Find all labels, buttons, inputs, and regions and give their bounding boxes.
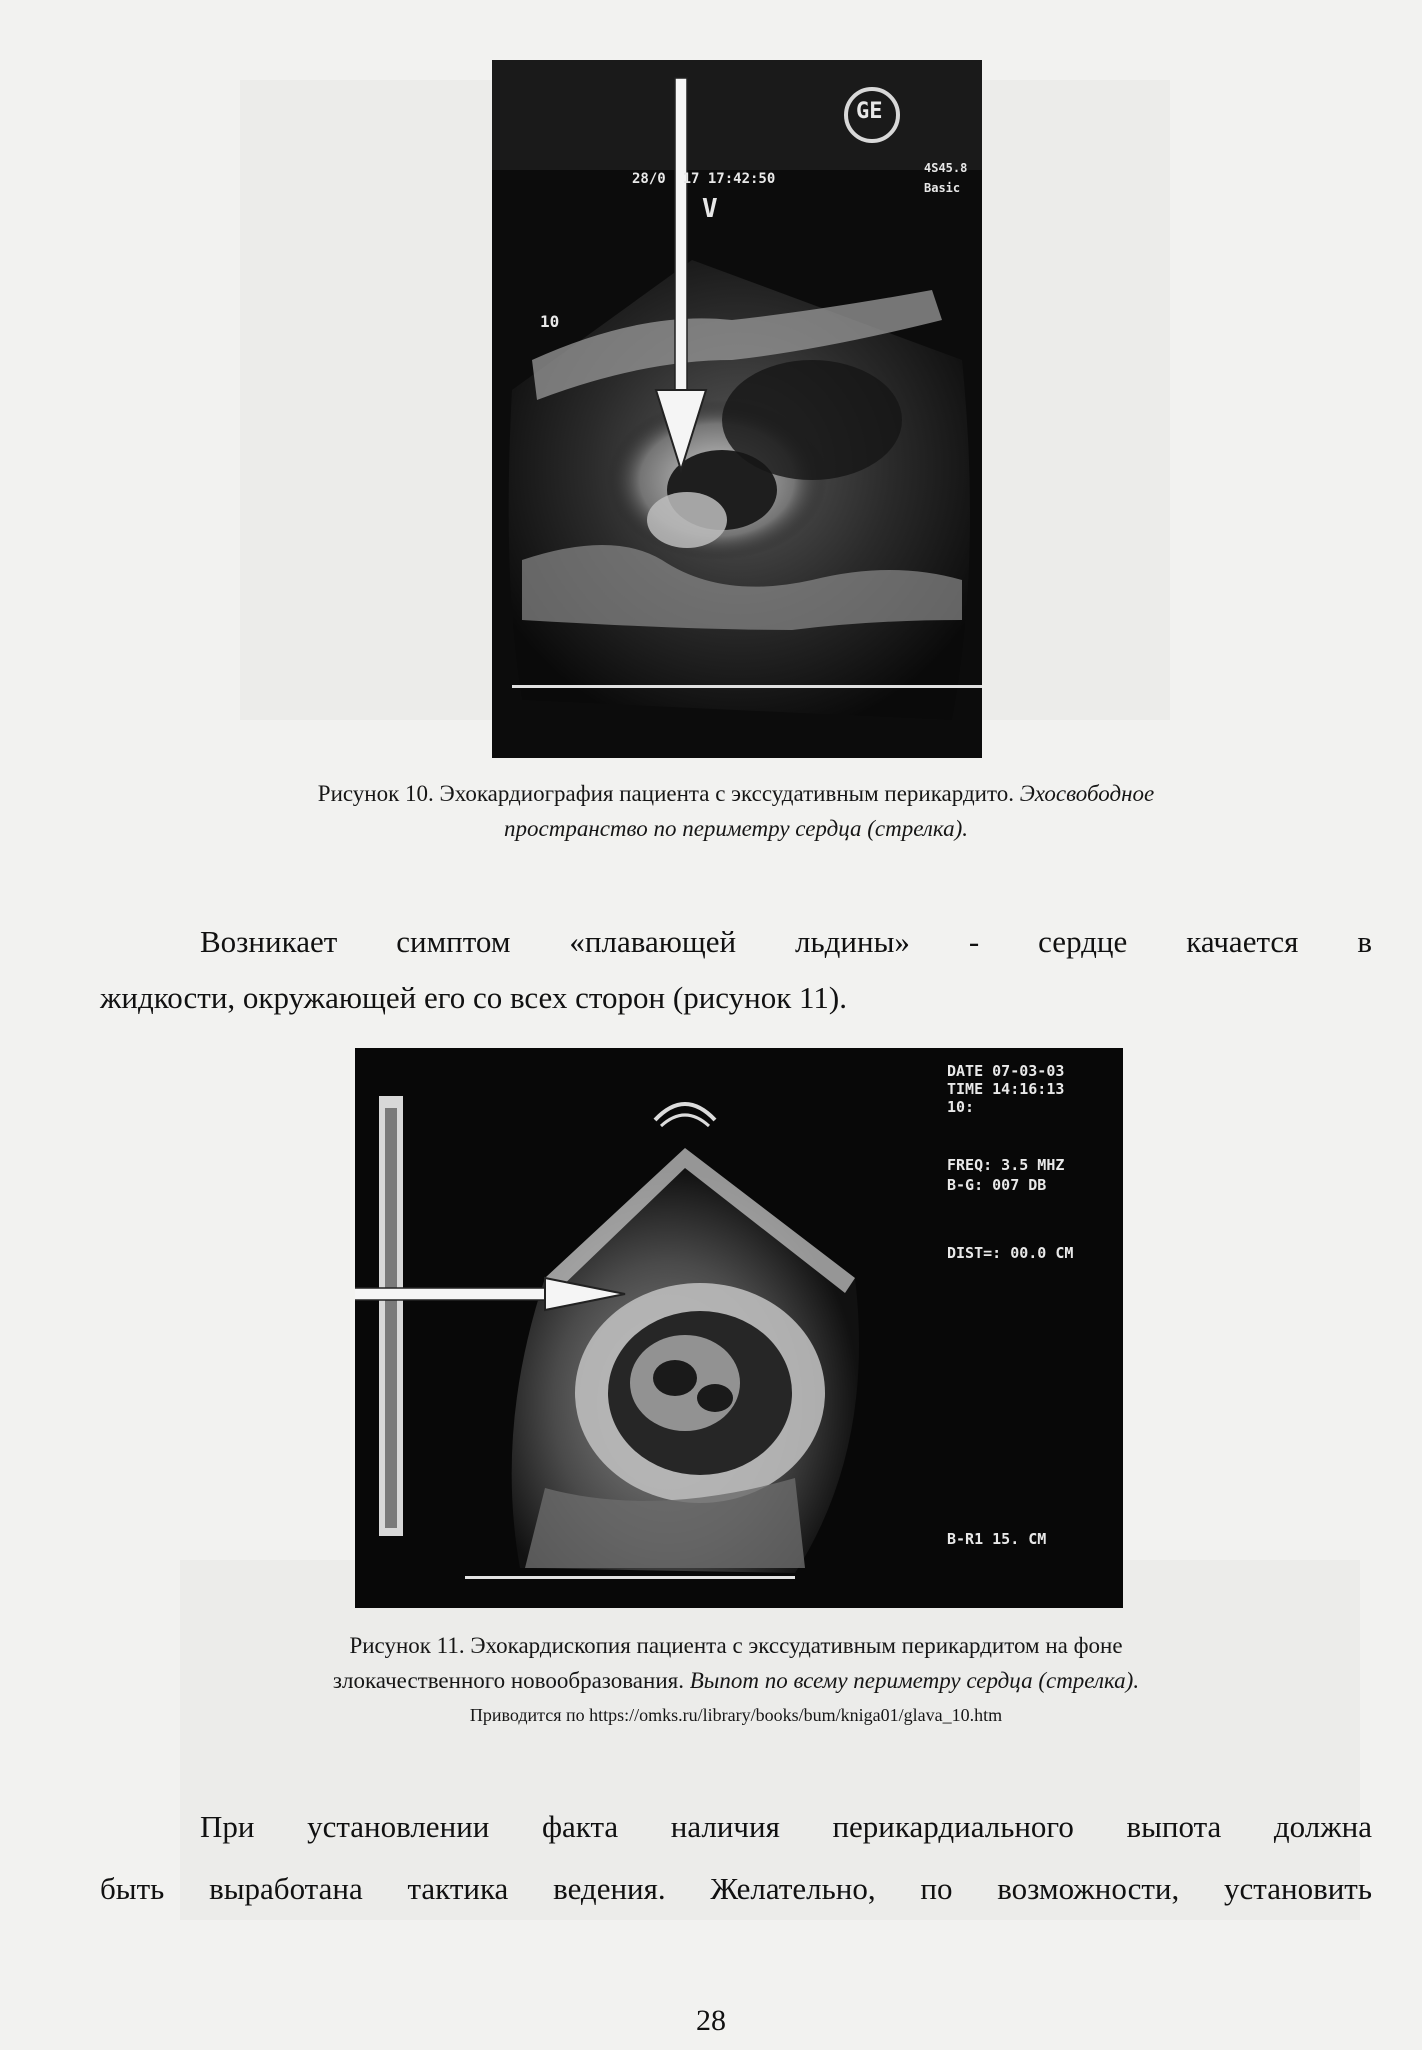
fig11-frame: 10: <box>947 1098 975 1116</box>
paragraph-1-line-2: жидкости, окружающей его со всех сторон (рисунок 11). <box>100 980 847 1015</box>
figure-11-ultrasound-image <box>355 1048 1123 1608</box>
figure-10-caption <box>100 776 1372 846</box>
page-number: 28 <box>696 2004 726 2037</box>
fig11-time: TIME 14:16:13 <box>947 1080 1065 1098</box>
paragraph-2 <box>100 1796 1372 1920</box>
fig11-freq: FREQ: 3.5 MHZ <box>947 1156 1065 1174</box>
fig10-depth-mark: 10 <box>540 312 560 331</box>
ultrasound-echocardioscopy-icon <box>355 1048 1123 1608</box>
figure-11-caption <box>100 1628 1372 1698</box>
fig10-corner-info-2: Basic <box>924 181 961 195</box>
fig11-depth: B-R1 15. CM <box>947 1530 1047 1548</box>
fig10-datetime: 28/0 17 17:42:50 <box>632 171 776 187</box>
figure-11-caption-line-1: Рисунок 11. Эхокардископия пациента с экссудативным перикардитом на фоне <box>349 1633 1123 1658</box>
paragraph-1 <box>100 914 1372 1026</box>
fig11-gain: B-G: 007 DB <box>947 1176 1047 1194</box>
fig11-date: DATE 07-03-03 <box>947 1062 1065 1080</box>
paragraph-2-line-1: При установлении факта наличия перикардиального выпота должна <box>200 1809 1372 1844</box>
figure-10-caption-italic-1: Эхосвободное <box>1019 781 1155 806</box>
fig10-probe-mark: V <box>702 194 718 224</box>
figure-10-caption-italic-2: пространство по периметру сердца (стрелка). <box>504 816 968 841</box>
figure-11-caption-line-2-normal: злокачественного новообразования. <box>332 1668 690 1693</box>
figure-10-ultrasound-image <box>492 60 982 758</box>
figure-10-caption-label: Рисунок 10. Эхокардиография пациента с экссудативным перикардито. <box>317 781 1020 806</box>
paragraph-2-line-2: быть выработана тактика ведения. Желательно, по возможности, установить <box>100 1871 1372 1906</box>
fig11-dist: DIST=: 00.0 CM <box>947 1244 1074 1262</box>
figure-11-caption-line-2-italic: Выпот по всему периметру сердца (стрелка). <box>689 1668 1140 1693</box>
fig10-corner-info-1: 4S45.8 <box>924 161 968 175</box>
paragraph-1-line-1: Возникает симптом «плавающей льдины» - сердце качается в <box>200 924 1372 959</box>
ultrasound-echocardiography-icon <box>492 60 982 758</box>
ge-logo-text: GE <box>856 99 883 124</box>
figure-11-source-note: Приводится по https://omks.ru/library/books/bum/kniga01/glava_10.htm <box>469 1705 1003 1725</box>
